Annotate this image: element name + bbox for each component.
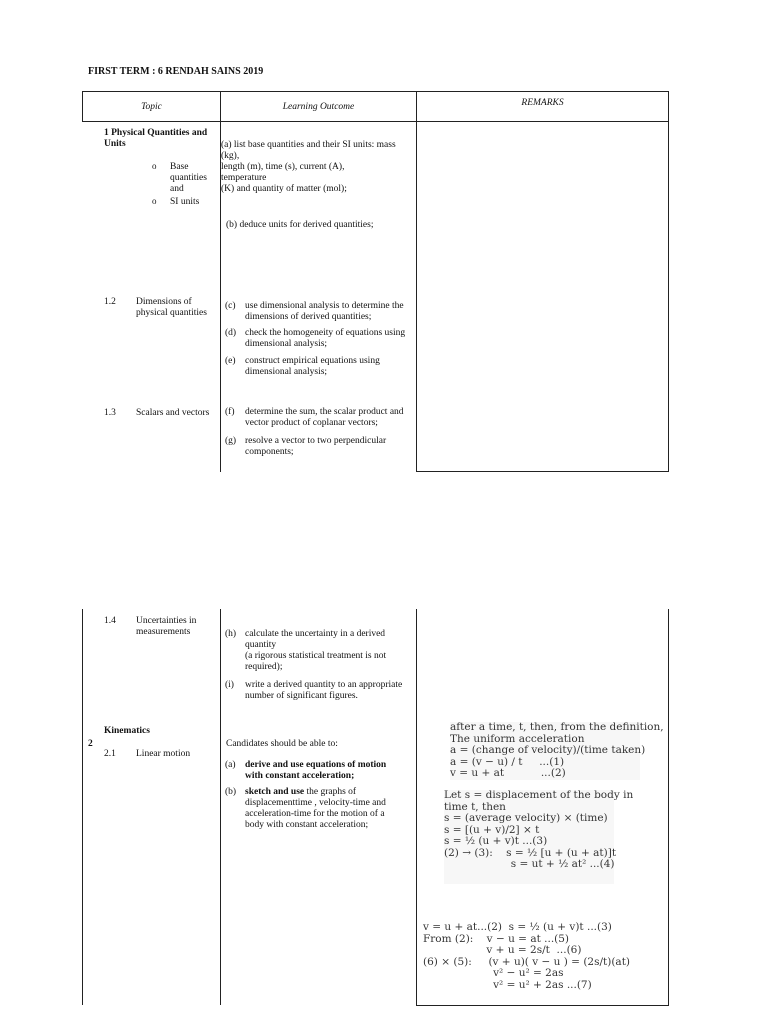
outcome-d-marker: (d) [225, 328, 237, 338]
outcome-2b-marker: (b) [225, 787, 237, 797]
outcome-c-marker: (c) [225, 301, 236, 311]
topic-1-title: 1 Physical Quantities and Units [104, 128, 208, 149]
outcome-e: construct empirical equations using dimensional analysis; [245, 356, 380, 377]
outcome-b: (b) deduce units for derived quantities; [226, 220, 374, 230]
topic-2-1-label: Linear motion [136, 749, 191, 759]
derivation-velocity-squared: v = u + at...(2) s = ½ (u + v)t ...(3) From (2): v − u = at ...(5) v + u = 2s/t ...(6) (6) × (5): (v + u)( v − u ) = (2s/t)(at) v² − u² = 2as v² = u² + 2as ...(7) [423, 921, 631, 991]
topic-2-1-number: 2.1 [104, 749, 116, 759]
outcome-i-marker: (i) [225, 680, 234, 690]
outcome-f-marker: (f) [225, 407, 235, 417]
outcome-a: (a) list base quantities and their SI units: mass (kg), length (m), time (s), current (A), temperature (K) and quantity of matter (mol); [221, 140, 396, 194]
table-border-top [82, 91, 669, 92]
column-divider-1 [220, 609, 221, 1005]
topic-1-4-label: Uncertainties in measurements [136, 616, 197, 637]
outcome-c: use dimensional analysis to determine the dimensions of derived quantities; [245, 301, 404, 322]
table-border-right [668, 91, 669, 472]
header-topic: Topic [141, 102, 162, 112]
outcome-i: write a derived quantity to an appropriate number of significant figures. [245, 680, 403, 701]
outcome-d: check the homogeneity of equations using dimensional analysis; [245, 328, 406, 349]
outcome-2a-marker: (a) [225, 760, 236, 770]
kinematics-title: Kinematics [104, 726, 150, 736]
derivation-acceleration: after a time, t, then, from the definition, The uniform acceleration a = (change of velocity)/(time taken) a = (v − u) / t ...(1) v = u + at ...(2) [450, 721, 664, 779]
document-title: FIRST TERM : 6 RENDAH SAINS 2019 [88, 66, 264, 77]
outcome-h: calculate the uncertainty in a derived quantity (a rigorous statistical treatment is not required); [245, 629, 387, 672]
outcome-g: resolve a vector to two perpendicular components; [245, 436, 387, 457]
topic-1-3-number: 1.3 [104, 408, 116, 418]
remarks-bottom-border [416, 471, 669, 472]
topic-1-bullet-si-units: SI units [170, 197, 200, 207]
topic-1-2-label: Dimensions of physical quantities [136, 297, 207, 318]
outcome-2a: derive and use equations of motion with constant acceleration; [245, 760, 387, 781]
outcome-f: determine the sum, the scalar product and vector product of coplanar vectors; [245, 407, 404, 428]
bullet-marker: o [152, 161, 157, 171]
outcome-e-marker: (e) [225, 356, 236, 366]
outcome-g-marker: (g) [225, 436, 237, 446]
bullet-marker: o [152, 196, 157, 206]
topic-1-4-number: 1.4 [104, 616, 116, 626]
header-learning-outcome: Learning Outcome [282, 102, 355, 112]
kinematics-number: 2 [88, 739, 93, 749]
derivation-displacement: Let s = displacement of the body in time t, then s = (average velocity) × (time) s = [(u + v)/2] × t s = ½ (u + v)t ...(3) (2) → (3): s = ½ [u + (u + at)]t s = ut + ½ at² ...(4) [444, 790, 614, 884]
topic-1-bullet-base-quantities: Base quantities and [170, 162, 207, 194]
topic-1-3-label: Scalars and vectors [136, 408, 210, 418]
header-remarks: REMARKS [521, 98, 564, 108]
header-row-divider [82, 121, 669, 122]
outcome-2b-text: the graphs of displacementtime , velocity-time and acceleration-time for the motion of a body with constant acceleration; [245, 787, 386, 830]
topic-1-2-number: 1.2 [104, 297, 116, 307]
outcome-2b [245, 787, 417, 831]
candidates-intro: Candidates should be able to: [226, 739, 338, 749]
table-border-right [668, 609, 669, 1005]
outcome-h-marker: (h) [225, 629, 237, 639]
outcome-2b-emphasis: sketch and use [245, 787, 305, 797]
table-border-left [82, 609, 83, 1005]
